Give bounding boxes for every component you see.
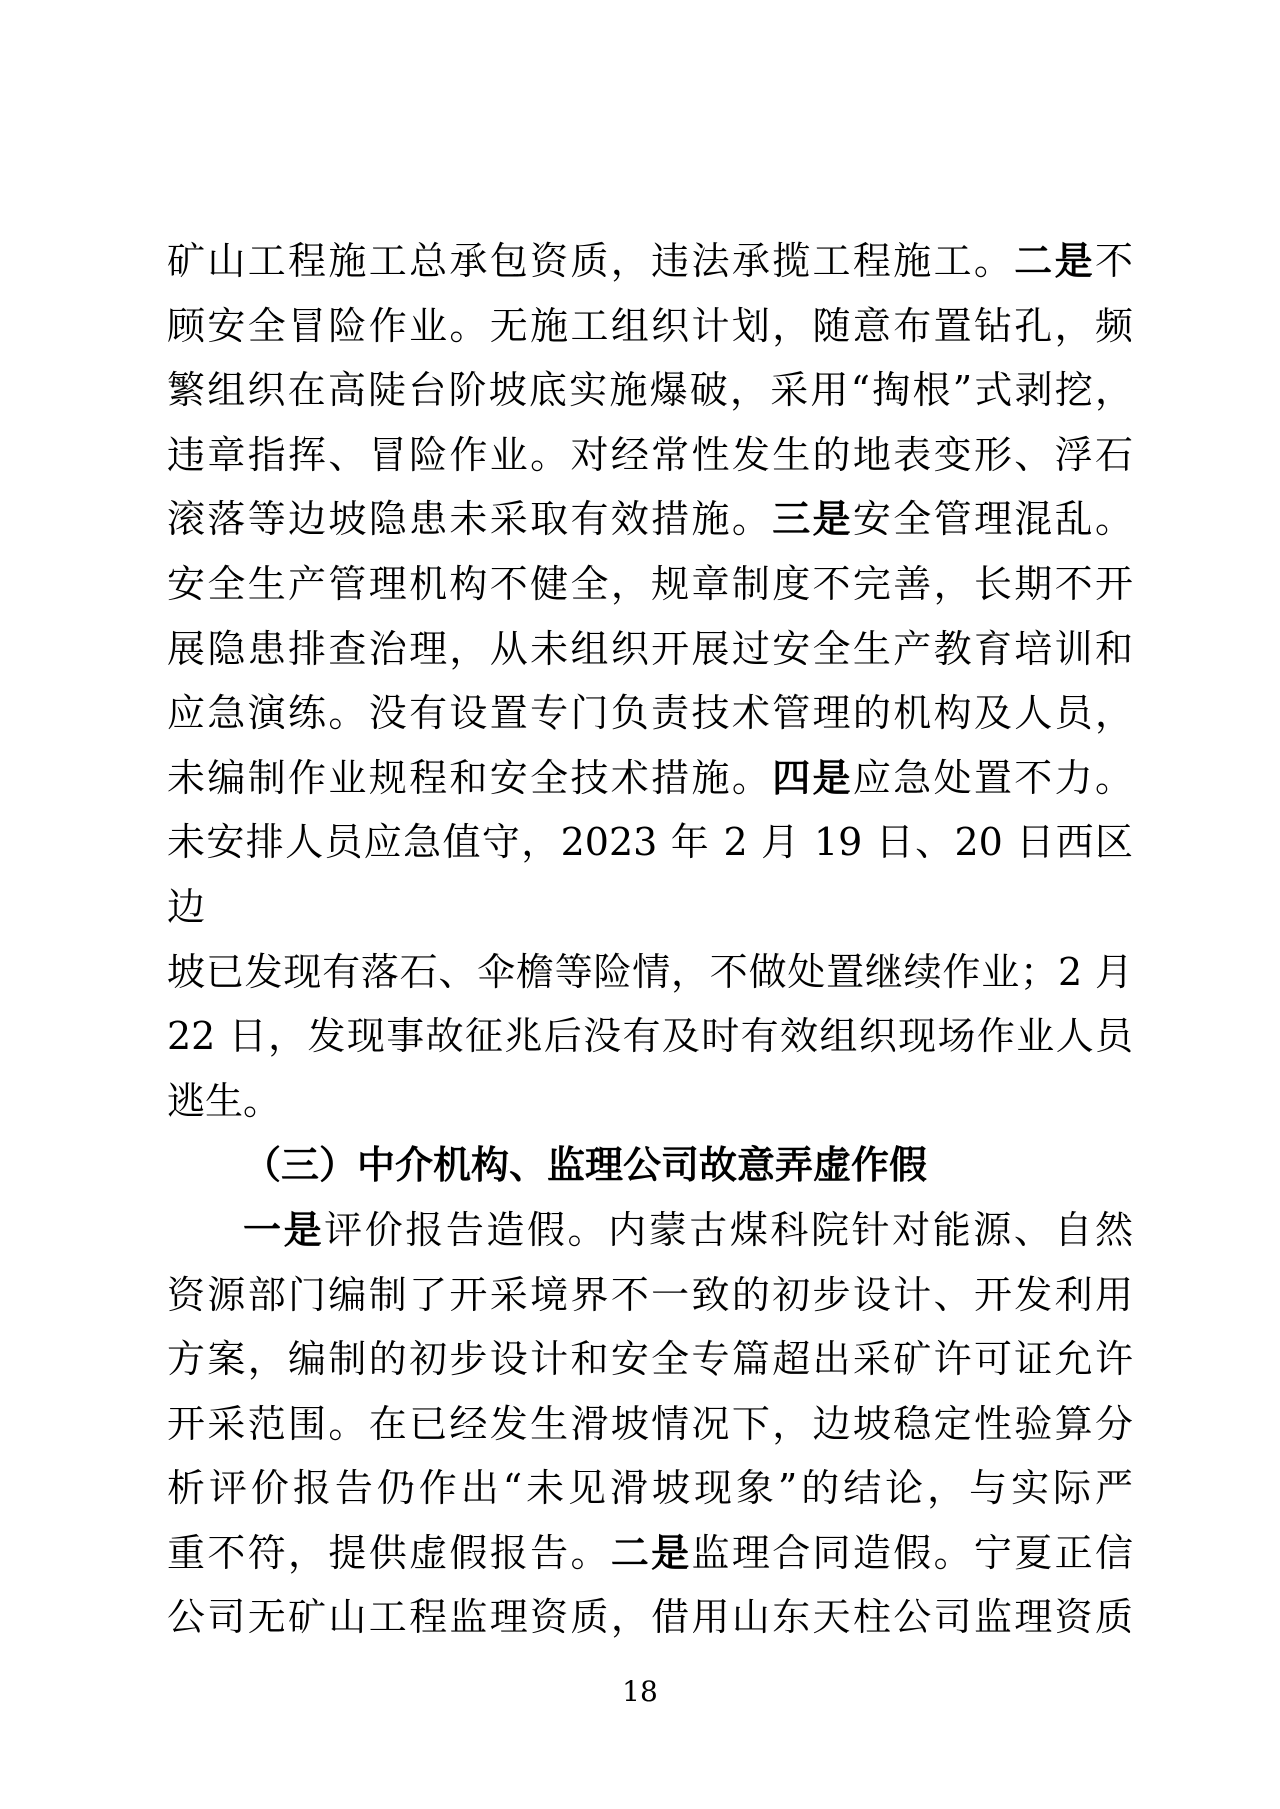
body-text: 应急处置不力。 [852, 755, 1133, 800]
text-line [167, 1069, 1133, 1134]
body-text: 监理合同造假。宁夏正信 [691, 1530, 1133, 1575]
body-text: 繁组织在高陡台阶坡底实施爆破，采用“掏根”式剥挖， [167, 368, 1133, 413]
body-text: 逃生。 [167, 1078, 282, 1123]
body-text: 应急演练。没有设置专门负责技术管理的机构及人员， [167, 691, 1133, 736]
text-line [167, 617, 1133, 682]
body-text: 评价报告造假。内蒙古煤科院针对能源、自然 [324, 1207, 1133, 1252]
emphasis-text: 一是 [243, 1207, 325, 1252]
text-line [167, 1456, 1133, 1521]
body-text: 矿山工程施工总承包资质，违法承揽工程施工。 [167, 239, 1015, 283]
section-heading [167, 1133, 1133, 1198]
page-number: 18 [622, 1675, 658, 1708]
emphasis-text: 四是 [772, 755, 853, 800]
body-text: 顾安全冒险作业。无施工组织计划，随意布置钻孔，频 [167, 303, 1133, 348]
document-body [167, 229, 1133, 1650]
body-text: 22 日，发现事故征兆后没有及时有效组织现场作业人员 [167, 1014, 1133, 1059]
text-line [167, 1263, 1133, 1328]
body-text: 滚落等边坡隐患未采取有效措施。 [167, 497, 773, 542]
text-line [167, 1585, 1133, 1650]
body-text: 展隐患排查治理，从未组织开展过安全生产教育培训和 [167, 626, 1133, 671]
body-text: 公司无矿山工程监理资质，借用山东天柱公司监理资质 [167, 1595, 1133, 1640]
body-text: 开采范围。在已经发生滑坡情况下，边坡稳定性验算分 [167, 1401, 1133, 1446]
body-text: 安全管理混乱。 [852, 497, 1133, 542]
body-text: 析评价报告仍作出“未见滑坡现象”的结论，与实际严 [167, 1466, 1133, 1511]
body-text: 资源部门编制了开采境界不一致的初步设计、开发利用 [167, 1272, 1133, 1317]
text-line [167, 423, 1133, 488]
body-text: 方案，编制的初步设计和安全专篇超出采矿许可证允许 [167, 1337, 1133, 1382]
text-line [167, 940, 1133, 1005]
body-text: 未编制作业规程和安全技术措施。 [167, 755, 773, 800]
text-line [167, 1392, 1133, 1457]
text-line [167, 229, 1133, 294]
emphasis-text: （三）中介机构、监理公司故意弄虚作假 [243, 1142, 928, 1188]
text-line [167, 746, 1133, 811]
body-text: 坡已发现有落石、伞檐等险情，不做处置继续作业；2 月 [167, 949, 1133, 994]
text-line [167, 1198, 1133, 1263]
body-text: 重不符，提供虚假报告。 [167, 1530, 611, 1575]
text-line [167, 1004, 1133, 1069]
text-line [167, 810, 1133, 939]
body-text: 违章指挥、冒险作业。对经常性发生的地表变形、浮石 [167, 432, 1133, 477]
emphasis-text: 三是 [772, 497, 853, 542]
text-line [167, 358, 1133, 423]
emphasis-text: 二是 [610, 1530, 692, 1575]
text-line [167, 1327, 1133, 1392]
body-text: 不 [1094, 239, 1133, 283]
body-text: 未安排人员应急值守，2023 年 2 月 19 日、20 日西区边 [167, 820, 1133, 929]
text-line [167, 1521, 1133, 1586]
text-line [167, 552, 1133, 617]
body-text: 安全生产管理机构不健全，规章制度不完善，长期不开 [167, 561, 1133, 606]
text-line [167, 294, 1133, 359]
text-line [167, 487, 1133, 552]
text-line [167, 681, 1133, 746]
emphasis-text: 二是 [1014, 239, 1095, 283]
